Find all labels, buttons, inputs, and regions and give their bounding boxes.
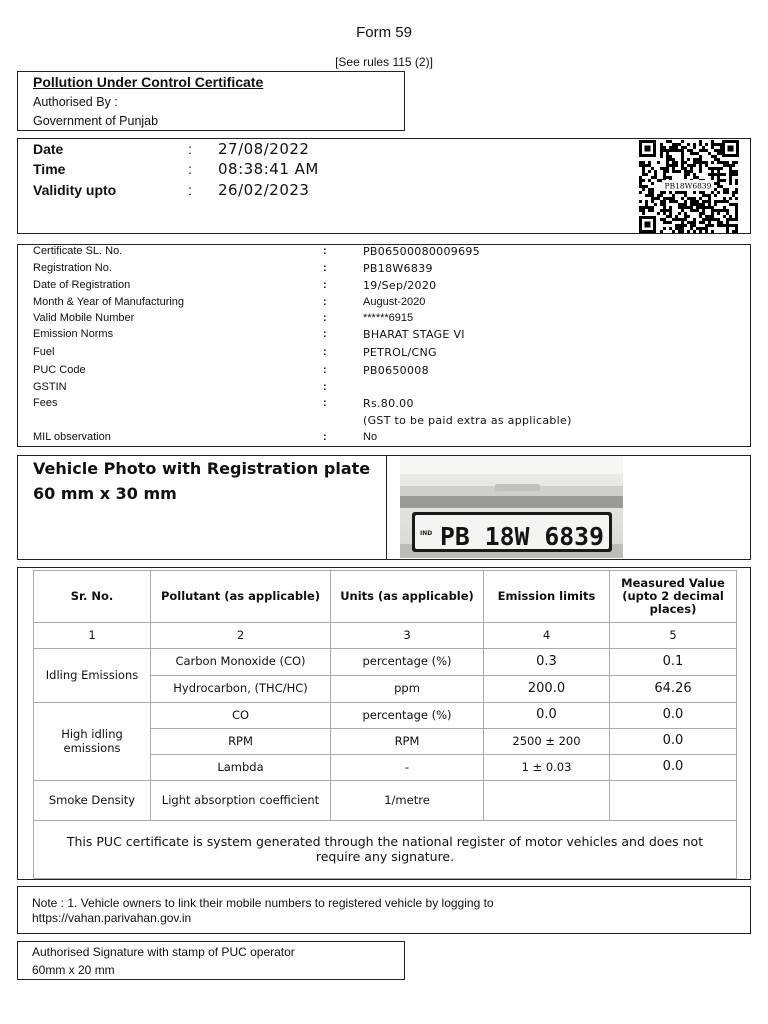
group-idling-emissions: Idling Emissions — [34, 649, 151, 703]
plate-country: IND — [420, 530, 433, 537]
detail-value: ******6915 — [363, 312, 414, 324]
measured-cell: 0.1 — [610, 649, 737, 676]
column-number-row — [34, 623, 737, 649]
detail-row — [18, 328, 750, 344]
col-number: 1 — [34, 623, 151, 649]
unit-cell: percentage (%) — [331, 703, 484, 729]
vehicle-details-box — [17, 244, 751, 447]
detail-value: PB06500080009695 — [363, 245, 480, 258]
issue-info-box — [17, 138, 751, 234]
measured-cell — [610, 781, 737, 821]
unit-cell: percentage (%) — [331, 649, 484, 676]
detail-row — [18, 381, 750, 397]
pollutant-cell: CO — [151, 703, 331, 729]
detail-label: GSTIN — [33, 381, 67, 393]
detail-row — [18, 346, 750, 362]
validity-colon: : — [188, 182, 192, 198]
table-row — [34, 703, 737, 729]
detail-row — [18, 296, 750, 312]
detail-value: PETROL/CNG — [363, 346, 437, 359]
detail-label: Certificate SL. No. — [33, 245, 123, 257]
limit-cell: 1 ± 0.03 — [484, 755, 610, 781]
header-emission-limits: Emission limits — [484, 571, 610, 623]
header-measured-value: Measured Value (upto 2 decimal places) — [610, 571, 737, 623]
photo-title: Vehicle Photo with Registration plate — [33, 459, 371, 478]
detail-row — [18, 414, 750, 430]
validity-label: Validity upto — [33, 182, 117, 198]
group-smoke-density: Smoke Density — [34, 781, 151, 821]
detail-colon: : — [323, 245, 327, 257]
date-label: Date — [33, 141, 64, 157]
unit-cell: ppm — [331, 676, 484, 703]
detail-value: August-2020 — [363, 296, 426, 308]
detail-value: (GST to be paid extra as applicable) — [363, 414, 572, 427]
qr-code — [638, 139, 740, 234]
detail-label: Date of Registration — [33, 279, 131, 291]
detail-colon: : — [323, 262, 327, 274]
detail-value: No — [363, 431, 378, 443]
detail-value: Rs.80.00 — [363, 397, 414, 410]
detail-row — [18, 262, 750, 278]
detail-colon: : — [323, 346, 327, 358]
group-high-idling-emissions: High idling emissions — [34, 703, 151, 781]
col-number: 4 — [484, 623, 610, 649]
header-pollutant: Pollutant (as applicable) — [151, 571, 331, 623]
detail-row — [18, 431, 750, 447]
detail-row — [18, 397, 750, 413]
certificate-authority-box — [17, 71, 405, 131]
rules-reference: [See rules 115 (2)] — [335, 55, 433, 69]
date-value: 27/08/2022 — [218, 140, 310, 158]
signature-box — [17, 941, 405, 980]
detail-label: MIL observation — [33, 431, 111, 443]
detail-colon: : — [323, 312, 327, 324]
mobile-link-note: Note : 1. Vehicle owners to link their mobile numbers to registered vehicle by logging to https://vahan.parivahan.gov.in — [32, 896, 494, 925]
detail-colon: : — [323, 328, 327, 340]
certificate-title: Pollution Under Control Certificate — [33, 74, 264, 90]
limit-cell: 2500 ± 200 — [484, 729, 610, 755]
unit-cell: 1/metre — [331, 781, 484, 821]
detail-colon: : — [323, 431, 327, 443]
time-label: Time — [33, 161, 66, 177]
detail-value: PB18W6839 — [363, 262, 433, 275]
measured-cell: 0.0 — [610, 703, 737, 729]
detail-row — [18, 312, 750, 328]
detail-value: BHARAT STAGE VI — [363, 328, 465, 341]
detail-colon: : — [323, 279, 327, 291]
measured-cell: 64.26 — [610, 676, 737, 703]
col-number: 5 — [610, 623, 737, 649]
form-title: Form 59 — [356, 24, 412, 41]
table-header-row — [34, 571, 737, 623]
detail-value: 19/Sep/2020 — [363, 279, 437, 292]
detail-colon: : — [323, 296, 327, 308]
limit-cell: 0.3 — [484, 649, 610, 676]
pollutant-cell: Light absorption coefficient — [151, 781, 331, 821]
pollutant-cell: Lambda — [151, 755, 331, 781]
photo-divider — [386, 456, 387, 560]
detail-label: Fuel — [33, 346, 55, 358]
limit-cell: 200.0 — [484, 676, 610, 703]
detail-label: Valid Mobile Number — [33, 312, 135, 324]
plate-text: PB 18W 6839 — [440, 522, 604, 551]
signature-size: 60mm x 20 mm — [32, 963, 115, 977]
qr-caption: PB18W6839 — [664, 181, 712, 191]
detail-label: Registration No. — [33, 262, 112, 274]
detail-colon: : — [323, 364, 327, 376]
vehicle-photo — [400, 456, 623, 558]
pollutant-cell: Hydrocarbon, (THC/HC) — [151, 676, 331, 703]
measured-cell: 0.0 — [610, 755, 737, 781]
detail-label: PUC Code — [33, 364, 86, 376]
detail-label: Emission Norms — [33, 328, 114, 340]
detail-label: Fees — [33, 397, 58, 409]
note-box — [17, 886, 751, 934]
system-note-row — [34, 821, 737, 879]
authorised-by-label: Authorised By : — [33, 95, 118, 109]
unit-cell: - — [331, 755, 484, 781]
time-value: 08:38:41 AM — [218, 160, 319, 178]
validity-value: 26/02/2023 — [218, 181, 310, 199]
unit-cell: RPM — [331, 729, 484, 755]
pollutant-cell: Carbon Monoxide (CO) — [151, 649, 331, 676]
time-colon: : — [188, 161, 192, 177]
authority-name: Government of Punjab — [33, 114, 159, 128]
limit-cell: 0.0 — [484, 703, 610, 729]
vehicle-photo-box — [17, 455, 751, 560]
detail-row — [18, 279, 750, 295]
system-generated-note: This PUC certificate is system generated through the national register of motor vehicles and does not require any signature. — [34, 821, 737, 879]
col-number: 3 — [331, 623, 484, 649]
pollutant-cell: RPM — [151, 729, 331, 755]
date-colon: : — [188, 141, 192, 157]
detail-row — [18, 245, 750, 261]
detail-label: Month & Year of Manufacturing — [33, 296, 185, 308]
col-number: 2 — [151, 623, 331, 649]
signature-label: Authorised Signature with stamp of PUC operator — [32, 945, 295, 959]
header-units: Units (as applicable) — [331, 571, 484, 623]
measured-cell: 0.0 — [610, 729, 737, 755]
table-row — [34, 649, 737, 676]
detail-colon: : — [323, 397, 327, 409]
limit-cell — [484, 781, 610, 821]
table-row — [34, 781, 737, 821]
detail-value: PB0650008 — [363, 364, 429, 377]
emission-results-box — [17, 567, 751, 880]
header-sr-no: Sr. No. — [34, 571, 151, 623]
detail-row — [18, 364, 750, 380]
detail-colon: : — [323, 381, 327, 393]
photo-size: 60 mm x 30 mm — [33, 484, 177, 503]
emission-table — [33, 570, 737, 879]
